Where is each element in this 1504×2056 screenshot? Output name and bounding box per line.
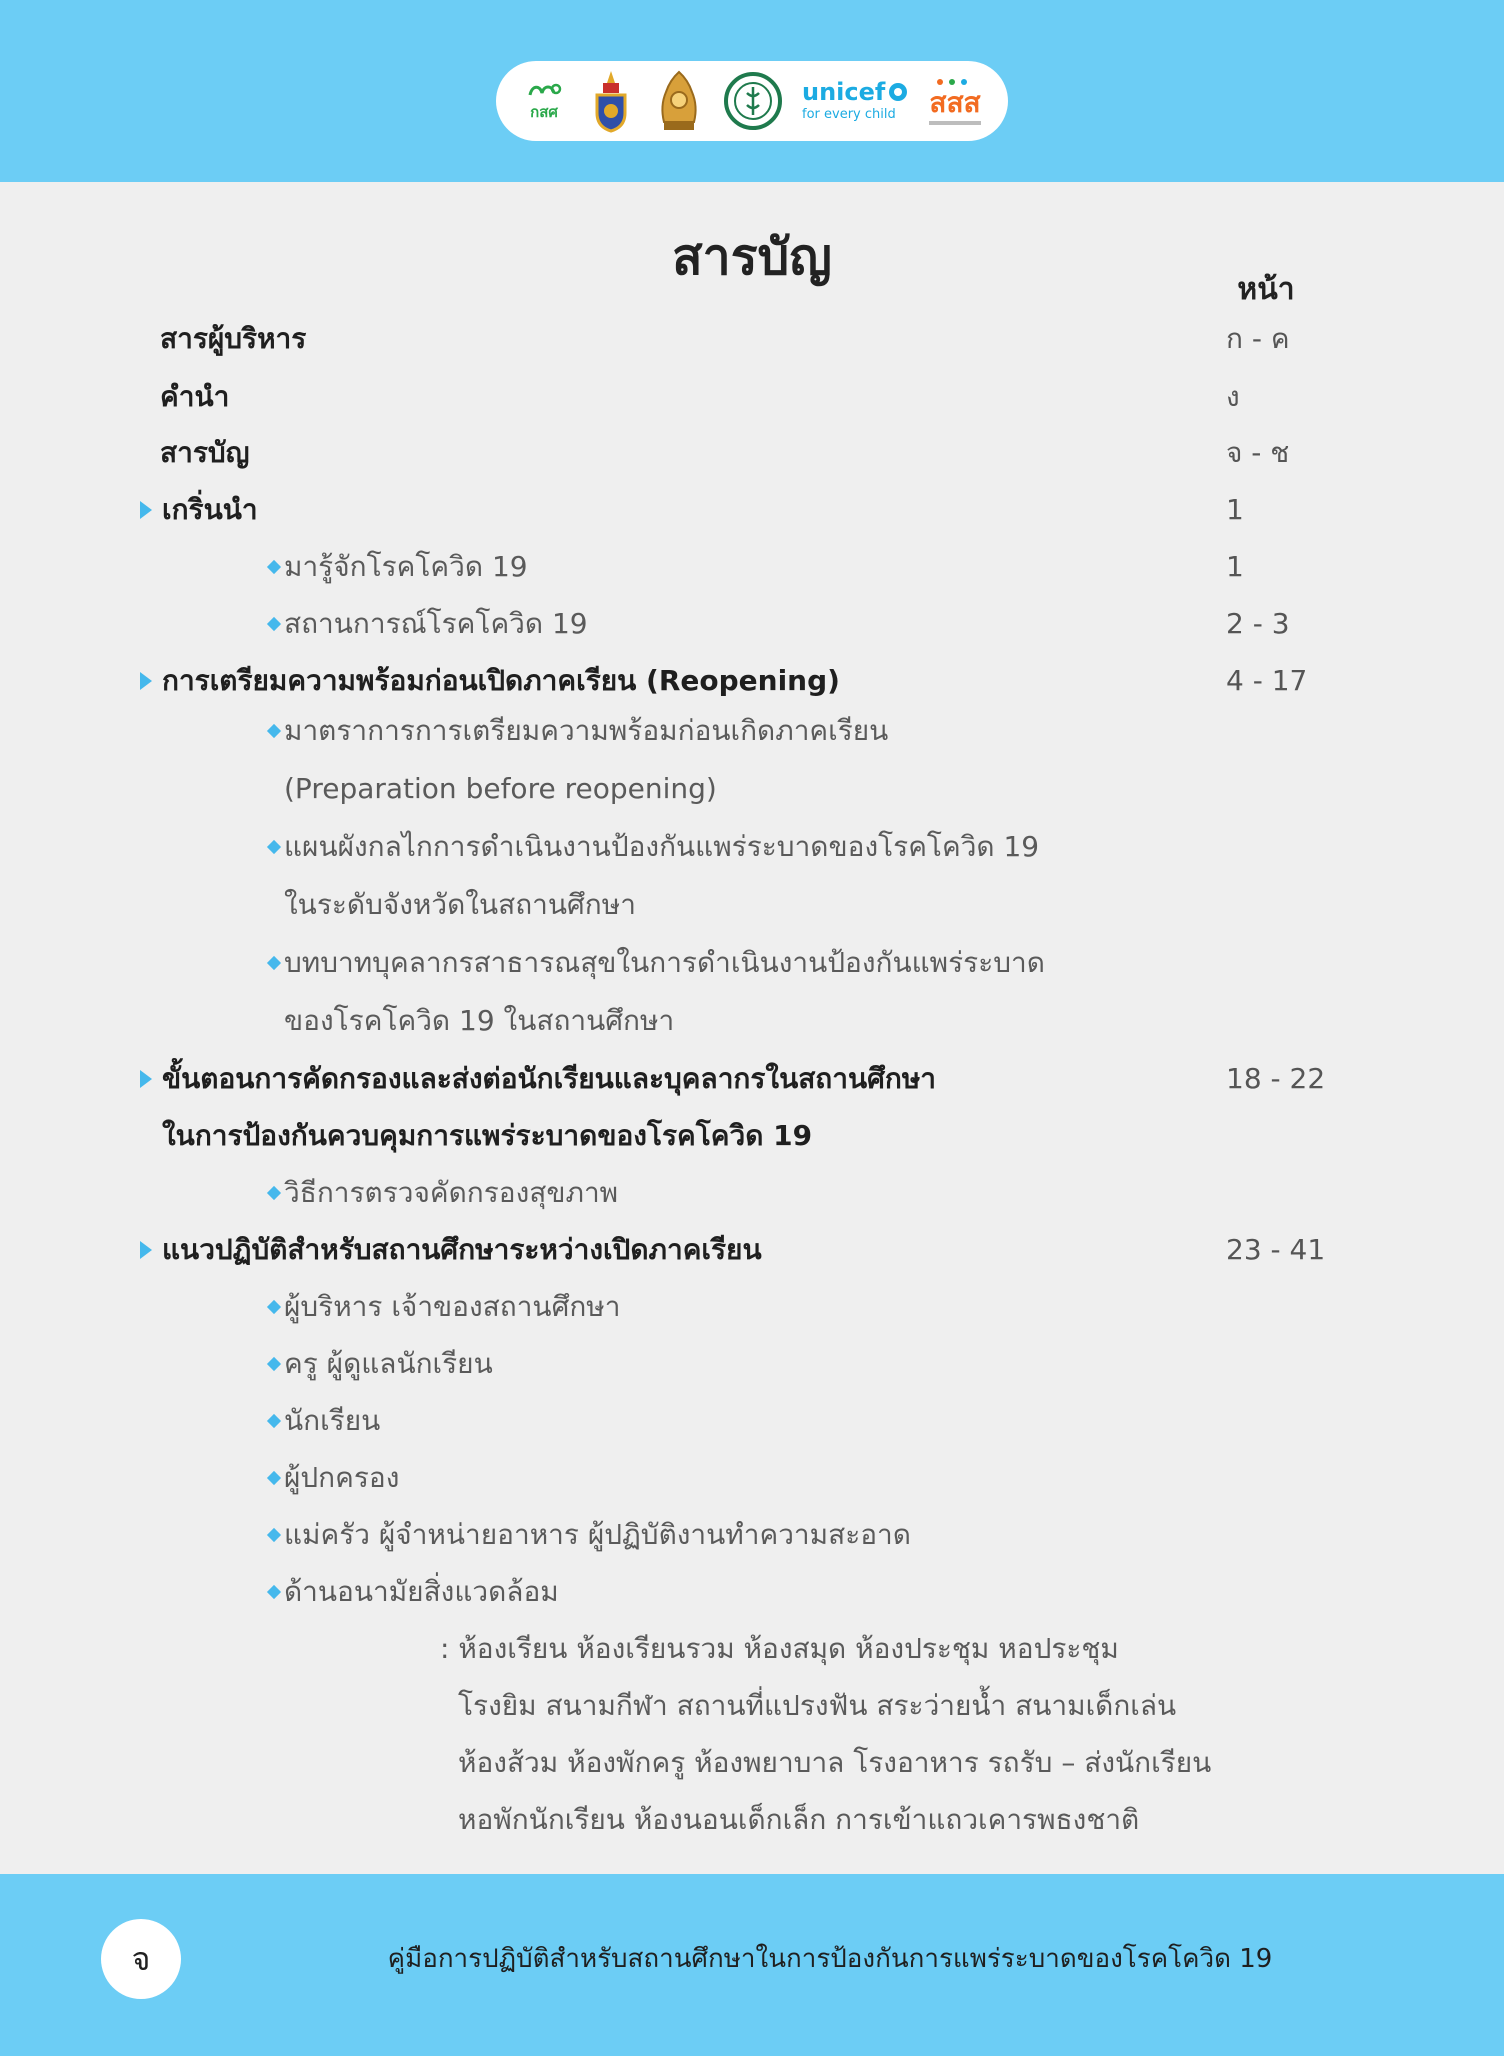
dfe-logo-icon: กสศ	[518, 69, 570, 133]
thaihealth-logo-icon: สสส	[920, 69, 990, 133]
toc-subentry-title: มาตราการการเตรียมความพร้อมก่อนเกิดภาคเรียน	[284, 714, 889, 747]
toc-subentry[interactable]	[0, 1449, 1504, 1507]
diamond-bullet-icon	[267, 1585, 281, 1599]
toc-section-title: การเตรียมความพร้อมก่อนเปิดภาคเรียน (Reopening)	[162, 664, 840, 697]
diamond-bullet-icon	[267, 724, 281, 738]
toc-entry-page: ง	[1226, 380, 1240, 413]
toc-subentry-title: แผนผังกลไกการดำเนินงานป้องกันแพร่ระบาดของโรคโควิด 19	[284, 830, 1040, 863]
toc-subentry-continuation: ในระดับจังหวัดในสถานศึกษา	[284, 888, 636, 921]
unicef-logo-icon: unicef for every child	[802, 69, 912, 133]
diamond-bullet-icon	[267, 956, 281, 970]
toc-subentry[interactable]	[0, 1335, 1504, 1393]
triangle-bullet-icon	[140, 1241, 152, 1259]
toc-subentry-title: บทบาทบุคลากรสาธารณสุขในการดำเนินงานป้องกันแพร่ระบาด	[284, 946, 1045, 979]
toc-section[interactable]	[0, 1050, 1504, 1108]
page-column-header: หน้า	[1237, 272, 1295, 307]
toc-subentry[interactable]	[0, 1164, 1504, 1222]
toc-subentry-title: วิธีการตรวจคัดกรองสุขภาพ	[284, 1176, 619, 1209]
environment-areas-line: โรงยิม สนามกีฬา สถานที่แปรงฟัน สระว่ายน้ำ สนามเด็กเล่น	[458, 1689, 1177, 1722]
diamond-bullet-icon	[267, 617, 281, 631]
page-number: จ	[101, 1919, 181, 1999]
toc-subentry[interactable]	[0, 538, 1504, 596]
toc-subentry[interactable]	[0, 818, 1504, 876]
diamond-bullet-icon	[267, 560, 281, 574]
toc-section[interactable]	[0, 1221, 1504, 1279]
toc-entry[interactable]	[0, 310, 1504, 368]
footer-title: คู่มือการปฏิบัติสำหรับสถานศึกษาในการป้องกันการแพร่ระบาดของโรคโควิด 19	[387, 1944, 1273, 1974]
toc-subentry-title: ด้านอนามัยสิ่งแวดล้อม	[284, 1575, 559, 1608]
toc-section[interactable]	[0, 481, 1504, 539]
toc-subentry[interactable]	[0, 702, 1504, 760]
toc-subentry[interactable]	[0, 595, 1504, 653]
toc-subentry-continuation: ของโรคโควิด 19 ในสถานศึกษา	[284, 1004, 675, 1037]
partner-logos	[496, 61, 1008, 141]
toc-subentry[interactable]	[0, 1278, 1504, 1336]
toc-entry[interactable]	[0, 368, 1504, 426]
toc-subentry-title: ครู ผู้ดูแลนักเรียน	[284, 1347, 493, 1380]
diamond-bullet-icon	[267, 840, 281, 854]
diamond-bullet-icon	[267, 1414, 281, 1428]
triangle-bullet-icon	[140, 501, 152, 519]
toc-section-title: เกริ่นนำ	[162, 493, 258, 526]
toc-section-page: 1	[1226, 493, 1244, 526]
diamond-bullet-icon	[267, 1300, 281, 1314]
toc-subentry-title: มารู้จักโรคโควิด 19	[284, 550, 528, 583]
toc-subentry-page: 2 - 3	[1226, 607, 1290, 640]
environment-areas-line: : ห้องเรียน ห้องเรียนรวม ห้องสมุด ห้องประชุม หอประชุม	[440, 1632, 1119, 1665]
toc-subentry[interactable]	[0, 1563, 1504, 1621]
triangle-bullet-icon	[140, 672, 152, 690]
environment-areas-line: หอพักนักเรียน ห้องนอนเด็กเล็ก การเข้าแถวเคารพธงชาติ	[458, 1803, 1140, 1836]
education-emblem-icon	[656, 69, 702, 133]
toc-subentry-title: แม่ครัว ผู้จำหน่ายอาหาร ผู้ปฏิบัติงานทำความสะอาด	[284, 1518, 911, 1551]
toc-section-page: 4 - 17	[1226, 664, 1308, 697]
toc-entry-title: สารบัญ	[160, 436, 250, 469]
toc-subentry[interactable]	[0, 934, 1504, 992]
toc-entry[interactable]	[0, 424, 1504, 482]
toc-section-title: แนวปฏิบัติสำหรับสถานศึกษาระหว่างเปิดภาคเรียน	[162, 1233, 762, 1266]
toc-subentry-page: 1	[1226, 550, 1244, 583]
page-title: สารบัญ	[672, 228, 832, 286]
toc-subentry-title: ผู้ปกครอง	[284, 1461, 400, 1494]
toc-subentry[interactable]	[0, 1506, 1504, 1564]
toc-entry-page: จ - ช	[1226, 436, 1290, 469]
toc-entry-page: ก - ค	[1226, 322, 1290, 355]
diamond-bullet-icon	[267, 1186, 281, 1200]
toc-subentry[interactable]	[0, 1392, 1504, 1450]
diamond-bullet-icon	[267, 1528, 281, 1542]
toc-subentry-title: ผู้บริหาร เจ้าของสถานศึกษา	[284, 1290, 621, 1323]
toc-subentry-title: สถานการณ์โรคโควิด 19	[284, 607, 588, 640]
health-department-logo-icon	[722, 69, 784, 133]
toc-subentry-title: นักเรียน	[284, 1404, 381, 1437]
toc-entry-title: สารผู้บริหาร	[160, 322, 307, 355]
toc-section-title: ขั้นตอนการคัดกรองและส่งต่อนักเรียนและบุคลากรในสถานศึกษา	[162, 1062, 937, 1095]
toc-subentry-continuation: (Preparation before reopening)	[284, 772, 717, 805]
ministry-emblem-icon	[588, 69, 634, 133]
triangle-bullet-icon	[140, 1070, 152, 1088]
environment-areas-line: ห้องส้วม ห้องพักครู ห้องพยาบาล โรงอาหาร รถรับ – ส่งนักเรียน	[458, 1746, 1212, 1779]
diamond-bullet-icon	[267, 1357, 281, 1371]
toc-entry-title: คำนำ	[160, 380, 230, 413]
header-band	[0, 0, 1504, 182]
toc-section-page: 18 - 22	[1226, 1062, 1326, 1095]
toc-section-continuation: ในการป้องกันควบคุมการแพร่ระบาดของโรคโควิด 19	[162, 1119, 813, 1152]
diamond-bullet-icon	[267, 1471, 281, 1485]
toc-section-page: 23 - 41	[1226, 1233, 1326, 1266]
